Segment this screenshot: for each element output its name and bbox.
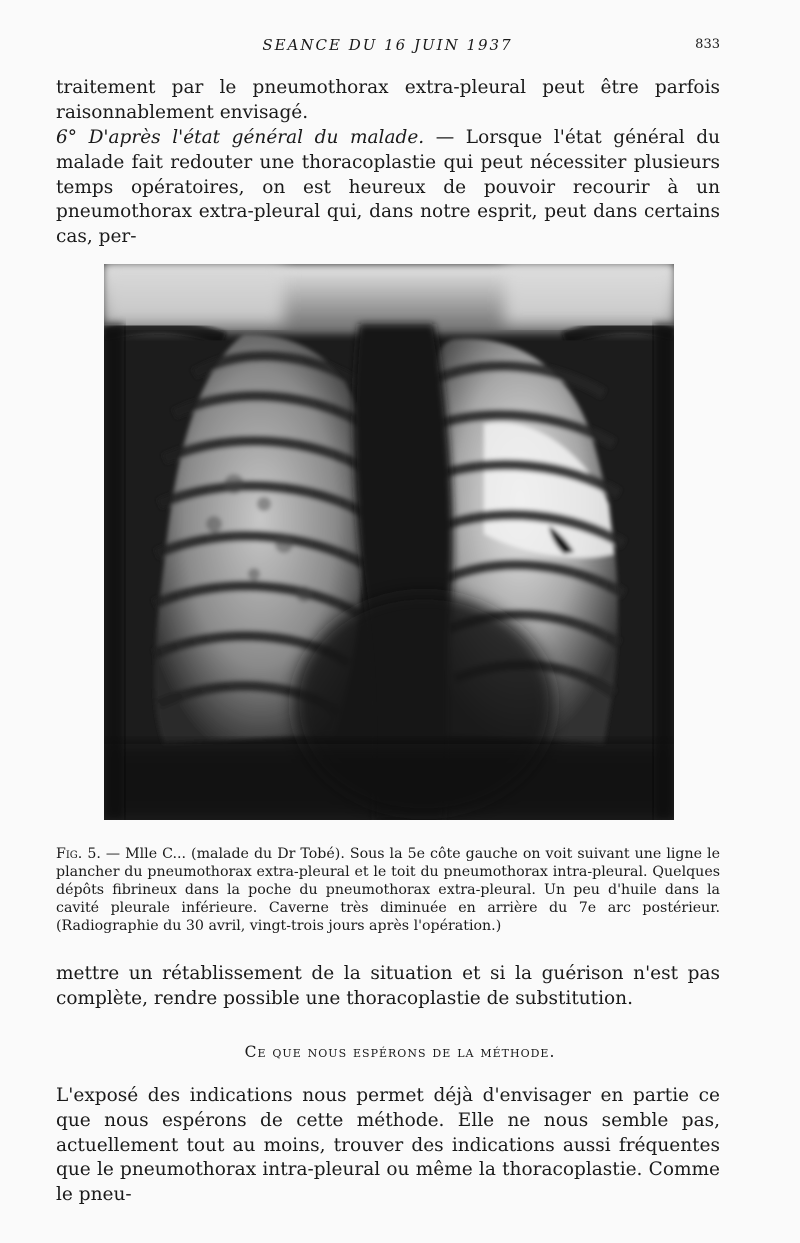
section-heading: Ce que nous espérons de la méthode. [244,1043,556,1061]
radiograph-image [104,264,674,820]
figure-caption [56,845,720,935]
figure-caption-text: — Mlle C... (malade du Dr Tobé). Sous la 5e côte gauche on voit suivant une ligne le plancher du pneumothorax extra-pleural et le toit du pneumothorax intra-pleural. Quelques dépôts fibrineux dans la poche du pneumothorax extra-pleural. Un peu d'huile dans la cavité pleurale inférieure. Caverne très diminuée en arrière du 7e arc postérieur. (Radiographie du 30 avril, vingt-trois jours après l'opération.) [56,846,720,934]
paragraph-4: L'exposé des indications nous permet déjà d'envisager en partie ce que nous espérons de cette méthode. Elle ne nous semble pas, actuellement tout au moins, trouver des indications aussi fréquentes que le pneumothorax intra-pleural ou même la thoracoplastie. Comme le pneu- [56,1085,720,1206]
paragraph-2 [56,126,720,250]
page-number: 833 [695,37,720,52]
running-title: SEANCE DU 16 JUIN 1937 [262,36,513,54]
chest-radiograph [104,264,674,820]
figure-label: Fig. 5. [56,846,101,862]
paragraph-2-heading: 6° D'après l'état général du malade. [56,127,425,148]
paragraph-1: traitement par le pneumothorax extra-pleural peut être parfois raisonnablement envisagé. [56,77,720,123]
paragraph-3: mettre un rétablissement de la situation et si la guérison n'est pas complète, rendre possible une thoracoplastie de substitution. [56,963,720,1009]
paragraph-2-text: — Lorsque l'état général du malade fait redouter une thoracoplastie qui peut nécessiter plusieurs temps opératoires, on est heureux de pouvoir recourir à un pneumothorax extra-pleural qui, dans notre esprit, peut dans certains cas, per- [56,127,720,248]
page-header [55,36,720,58]
